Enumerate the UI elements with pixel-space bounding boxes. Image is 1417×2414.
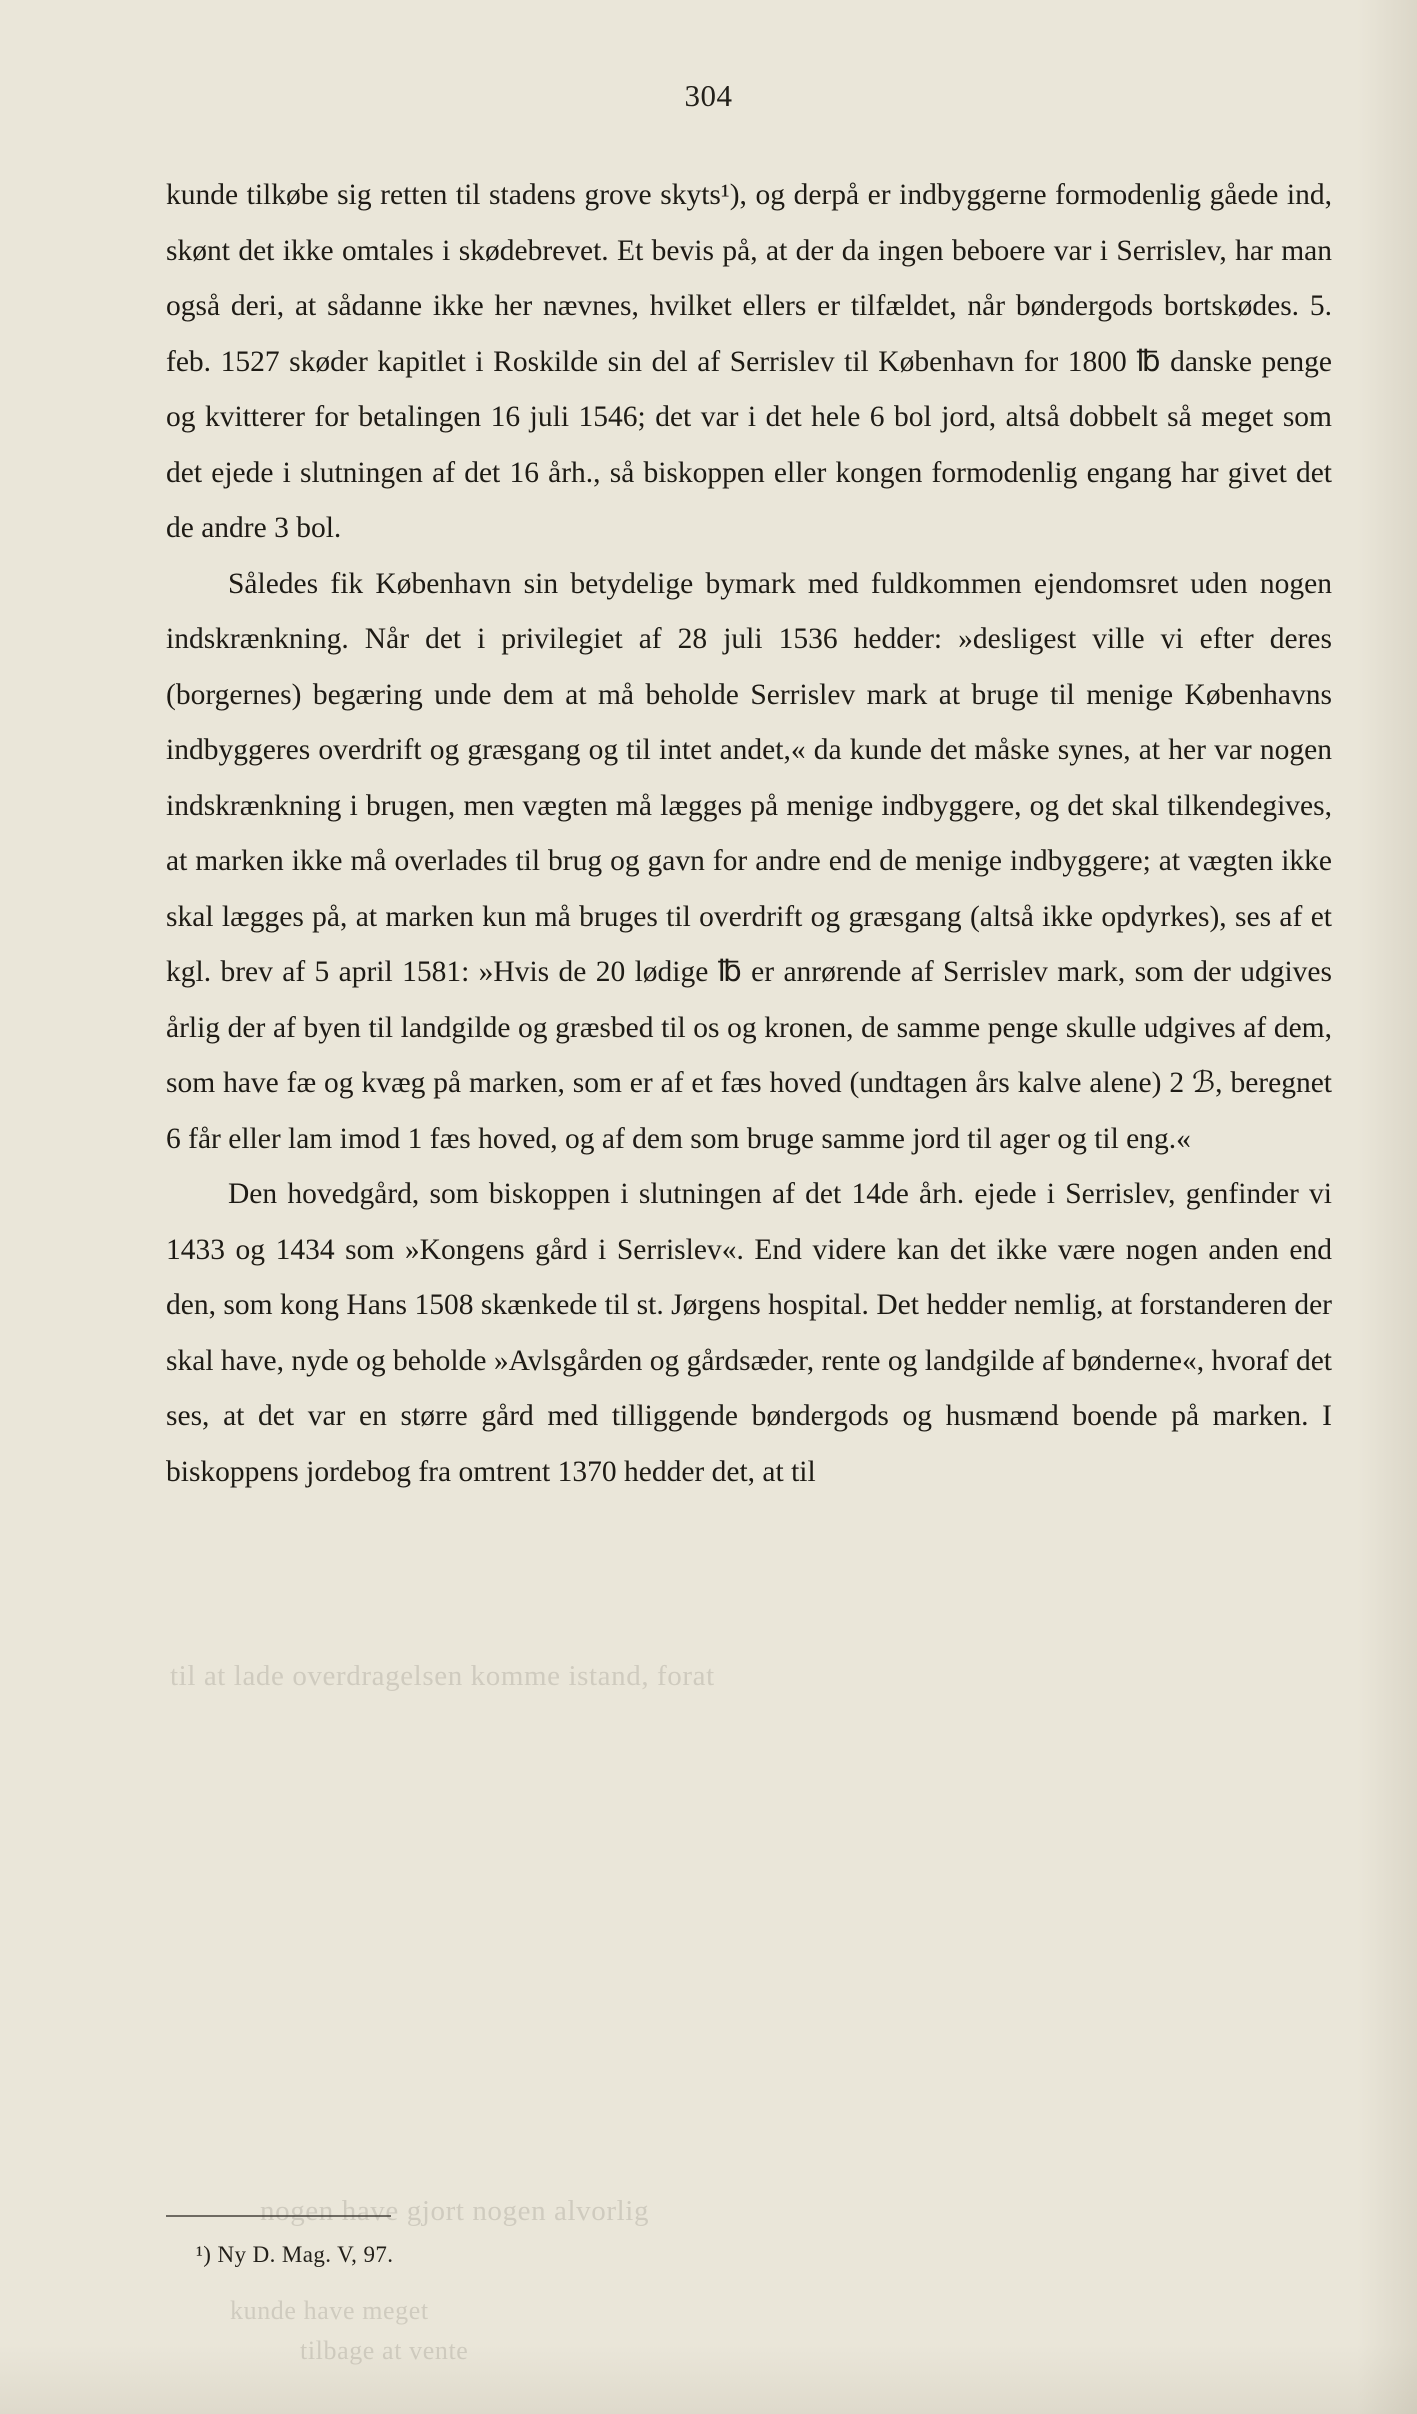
- bleed-through-text-2: nogen have gjort nogen alvorlig: [260, 2195, 650, 2227]
- page-bottom-shading: [0, 2344, 1417, 2414]
- paragraph-1: kunde tilkøbe sig retten til stadens grove skyts¹), og derpå er indbyggerne formodenlig gåede ind, skønt det ikke omtales i skødebrevet. Et bevis på, at der da ingen beboere var i Serrislev, har man også deri, at sådanne ikke her nævnes, hvilket ellers er tilfældet, når bøndergods bortskødes. 5. feb. 1527 skøder kapitlet i Roskilde sin del af Serrislev til København for 1800 ℔ danske penge og kvitterer for betalingen 16 juli 1546; det var i det hele 6 bol jord, altså dobbelt så meget som det ejede i slutningen af det 16 årh., så biskoppen eller kongen formodenlig engang har givet det de andre 3 bol.: [166, 179, 1332, 544]
- bleed-through-text-3: kunde have meget: [230, 2296, 429, 2325]
- page-edge-shading: [1357, 0, 1417, 2414]
- paragraph-3: Den hovedgård, som biskoppen i slutningen af det 14de årh. ejede i Serrislev, genfinder vi 1433 og 1434 som »Kongens gård i Serrislev«. End videre kan det ikke være nogen anden end den, som kong Hans 1508 skænkede til st. Jørgens hospital. Det hedder nemlig, at forstanderen der skal have, nyde og beholde »Avlsgården og gårdsæder, rente og landgilde af bønderne«, hvoraf det ses, at det var en større gård med tilliggende bøndergods og husmænd boende på marken. I biskoppens jordebog fra omtrent 1370 hedder det, at til: [166, 1178, 1332, 1488]
- page-body: [166, 168, 1332, 1500]
- footnote: ¹) Ny D. Mag. V, 97.: [196, 2242, 394, 2267]
- page-number: 304: [684, 78, 733, 113]
- footnote-separator: [166, 2215, 391, 2217]
- paragraph-2: Således fik København sin betydelige bymark med fuldkommen ejendomsret uden nogen indskrænkning. Når det i privilegiet af 28 juli 1536 hedder: »desligest ville vi efter deres (borgernes) begæring unde dem at må beholde Serrislev mark at bruge til menige Københavns indbyggeres overdrift og græsgang og til intet andet,« da kunde det måske synes, at her var nogen indskrænkning i brugen, men vægten må lægges på menige indbyggere, og det skal tilkendegives, at marken ikke må overlades til brug og gavn for andre end de menige indbyggere; at vægten ikke skal lægges på, at marken kun må bruges til overdrift og græsgang (altså ikke opdyrkes), ses af et kgl. brev af 5 april 1581: »Hvis de 20 lødige ℔ er anrørende af Serrislev mark, som der udgives årlig der af byen til landgilde og græsbed til os og kronen, de samme penge skulle udgives af dem, som have fæ og kvæg på marken, som er af et fæs hoved (undtagen års kalve alene) 2 ℬ, beregnet 6 får eller lam imod 1 fæs hoved, og af dem som bruge samme jord til ager og til eng.«: [166, 567, 1332, 1155]
- bleed-through-text-1: til at lade overdragelsen komme istand, forat: [170, 1660, 715, 1692]
